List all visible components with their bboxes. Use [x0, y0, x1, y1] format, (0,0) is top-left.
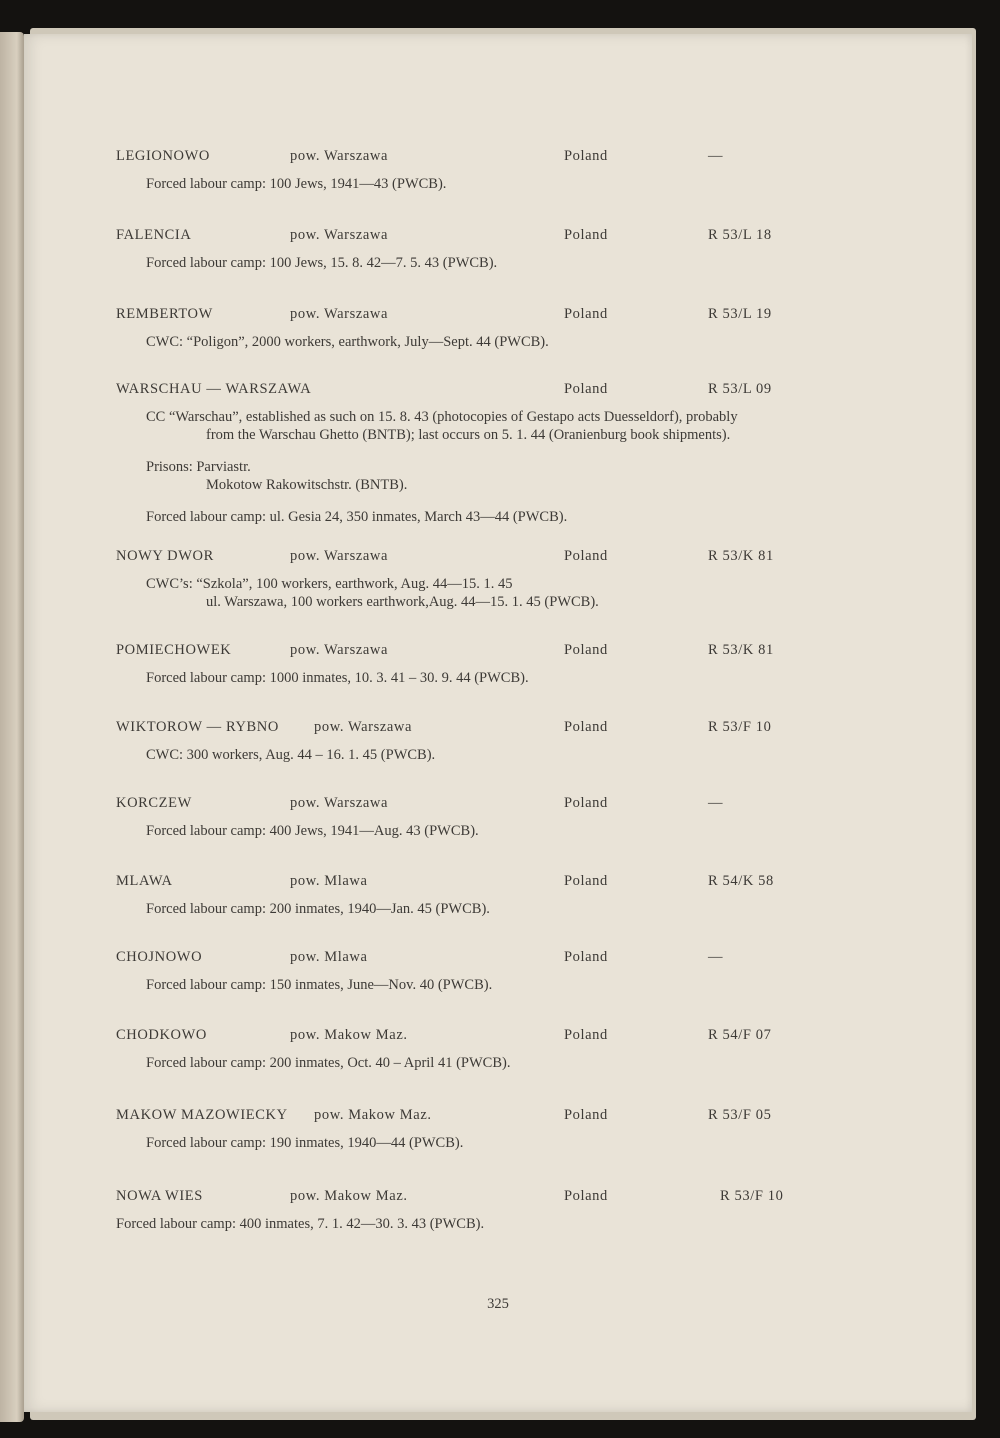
country: Poland [564, 873, 608, 889]
entry-pomiechowek [24, 642, 972, 688]
country: Poland [564, 949, 608, 965]
place-name: CHODKOWO [116, 1027, 207, 1043]
map-reference: R 54/K 58 [708, 873, 774, 889]
entry-description: Forced labour camp: 150 inmates, June—Nov. 40 (PWCB). [146, 977, 493, 993]
place-name: NOWA WIES [116, 1188, 203, 1204]
country: Poland [564, 548, 608, 564]
entry-falencia [24, 227, 972, 273]
map-reference: R 53/K 81 [708, 548, 774, 564]
place-name: WARSCHAU — WARSZAWA [116, 381, 312, 397]
country: Poland [564, 227, 608, 243]
entry-description: Forced labour camp: 1000 inmates, 10. 3. 41 – 30. 9. 44 (PWCB). [146, 670, 529, 686]
place-name: NOWY DWOR [116, 548, 214, 564]
place-name: REMBERTOW [116, 306, 213, 322]
labour-camp-line: Forced labour camp: ul. Gesia 24, 350 inmates, March 43—44 (PWCB). [146, 509, 568, 525]
entry-makow-mazowiecky [24, 1107, 972, 1153]
map-reference: R 53/L 19 [708, 306, 772, 322]
page-number: 325 [487, 1296, 509, 1312]
district: pow. Warszawa [290, 795, 389, 811]
prisons-line: Prisons: Parviastr. [146, 459, 251, 475]
entry-nowy-dwor [24, 548, 972, 612]
entry-chodkowo [24, 1027, 972, 1073]
country: Poland [564, 1107, 608, 1123]
country: Poland [564, 306, 608, 322]
district: pow. Mlawa [290, 949, 368, 965]
district: pow. Warszawa [290, 148, 389, 164]
entry-description: Forced labour camp: 100 Jews, 15. 8. 42—7. 5. 43 (PWCB). [146, 255, 498, 271]
place-name: WIKTOROW — RYBNO [116, 719, 279, 735]
entry-description: Forced labour camp: 200 inmates, 1940—Jan. 45 (PWCB). [146, 901, 490, 917]
country: Poland [564, 148, 608, 164]
place-name: KORCZEW [116, 795, 192, 811]
map-reference: R 53/F 05 [708, 1107, 772, 1123]
cc-description-continued: from the Warschau Ghetto (BNTB); last occurs on 5. 1. 44 (Oranienburg book shipments). [206, 427, 731, 443]
district: pow. Warszawa [290, 548, 389, 564]
cwc-description-continued: ul. Warszawa, 100 workers earthwork,Aug. 44—15. 1. 45 (PWCB). [206, 594, 599, 610]
map-reference: R 53/L 09 [708, 381, 772, 397]
entry-description: CWC: “Poligon”, 2000 workers, earthwork, July—Sept. 44 (PWCB). [146, 334, 549, 350]
map-reference: — [708, 795, 724, 811]
country: Poland [564, 642, 608, 658]
entry-description: Forced labour camp: 100 Jews, 1941—43 (PWCB). [146, 176, 447, 192]
prisons-line-continued: Mokotow Rakowitschstr. (BNTB). [206, 477, 408, 493]
entry-chojnowo [24, 949, 972, 995]
entry-description: Forced labour camp: 400 inmates, 7. 1. 42—30. 3. 43 (PWCB). [116, 1216, 485, 1232]
place-name: LEGIONOWO [116, 148, 210, 164]
adjacent-page-edge [0, 32, 24, 1422]
entry-description: Forced labour camp: 400 Jews, 1941—Aug. 43 (PWCB). [146, 823, 479, 839]
place-name: FALENCIA [116, 227, 192, 243]
entry-legionowo [24, 148, 972, 194]
entry-mlawa [24, 873, 972, 919]
country: Poland [564, 1027, 608, 1043]
country: Poland [564, 795, 608, 811]
map-reference: — [708, 949, 724, 965]
map-reference: R 53/K 81 [708, 642, 774, 658]
district: pow. Warszawa [290, 306, 389, 322]
district: pow. Makow Maz. [290, 1188, 408, 1204]
district: pow. Makow Maz. [290, 1027, 408, 1043]
book-page [24, 34, 972, 1412]
district: pow. Makow Maz. [314, 1107, 432, 1123]
place-name: POMIECHOWEK [116, 642, 232, 658]
entry-description: Forced labour camp: 190 inmates, 1940—44 (PWCB). [146, 1135, 464, 1151]
district: pow. Warszawa [314, 719, 413, 735]
entry-rembertow [24, 306, 972, 352]
district: pow. Mlawa [290, 873, 368, 889]
map-reference: — [708, 148, 724, 164]
map-reference: R 53/F 10 [708, 719, 772, 735]
map-reference: R 53/F 10 [720, 1188, 784, 1204]
cc-description: CC “Warschau”, established as such on 15. 8. 43 (photocopies of Gestapo acts Duesseldorf), probably [146, 409, 738, 425]
country: Poland [564, 381, 608, 397]
entry-warschau [24, 381, 972, 527]
district: pow. Warszawa [290, 642, 389, 658]
entry-description: Forced labour camp: 200 inmates, Oct. 40 – April 41 (PWCB). [146, 1055, 511, 1071]
entry-wiktorow-rybno [24, 719, 972, 765]
cwc-description: CWC’s: “Szkola”, 100 workers, earthwork, Aug. 44—15. 1. 45 [146, 576, 513, 592]
map-reference: R 54/F 07 [708, 1027, 772, 1043]
country: Poland [564, 1188, 608, 1204]
district: pow. Warszawa [290, 227, 389, 243]
place-name: MAKOW MAZOWIECKY [116, 1107, 288, 1123]
map-reference: R 53/L 18 [708, 227, 772, 243]
place-name: MLAWA [116, 873, 173, 889]
place-name: CHOJNOWO [116, 949, 203, 965]
country: Poland [564, 719, 608, 735]
entry-nowa-wies [24, 1188, 972, 1234]
entry-korczew [24, 795, 972, 841]
entry-description: CWC: 300 workers, Aug. 44 – 16. 1. 45 (PWCB). [146, 747, 436, 763]
